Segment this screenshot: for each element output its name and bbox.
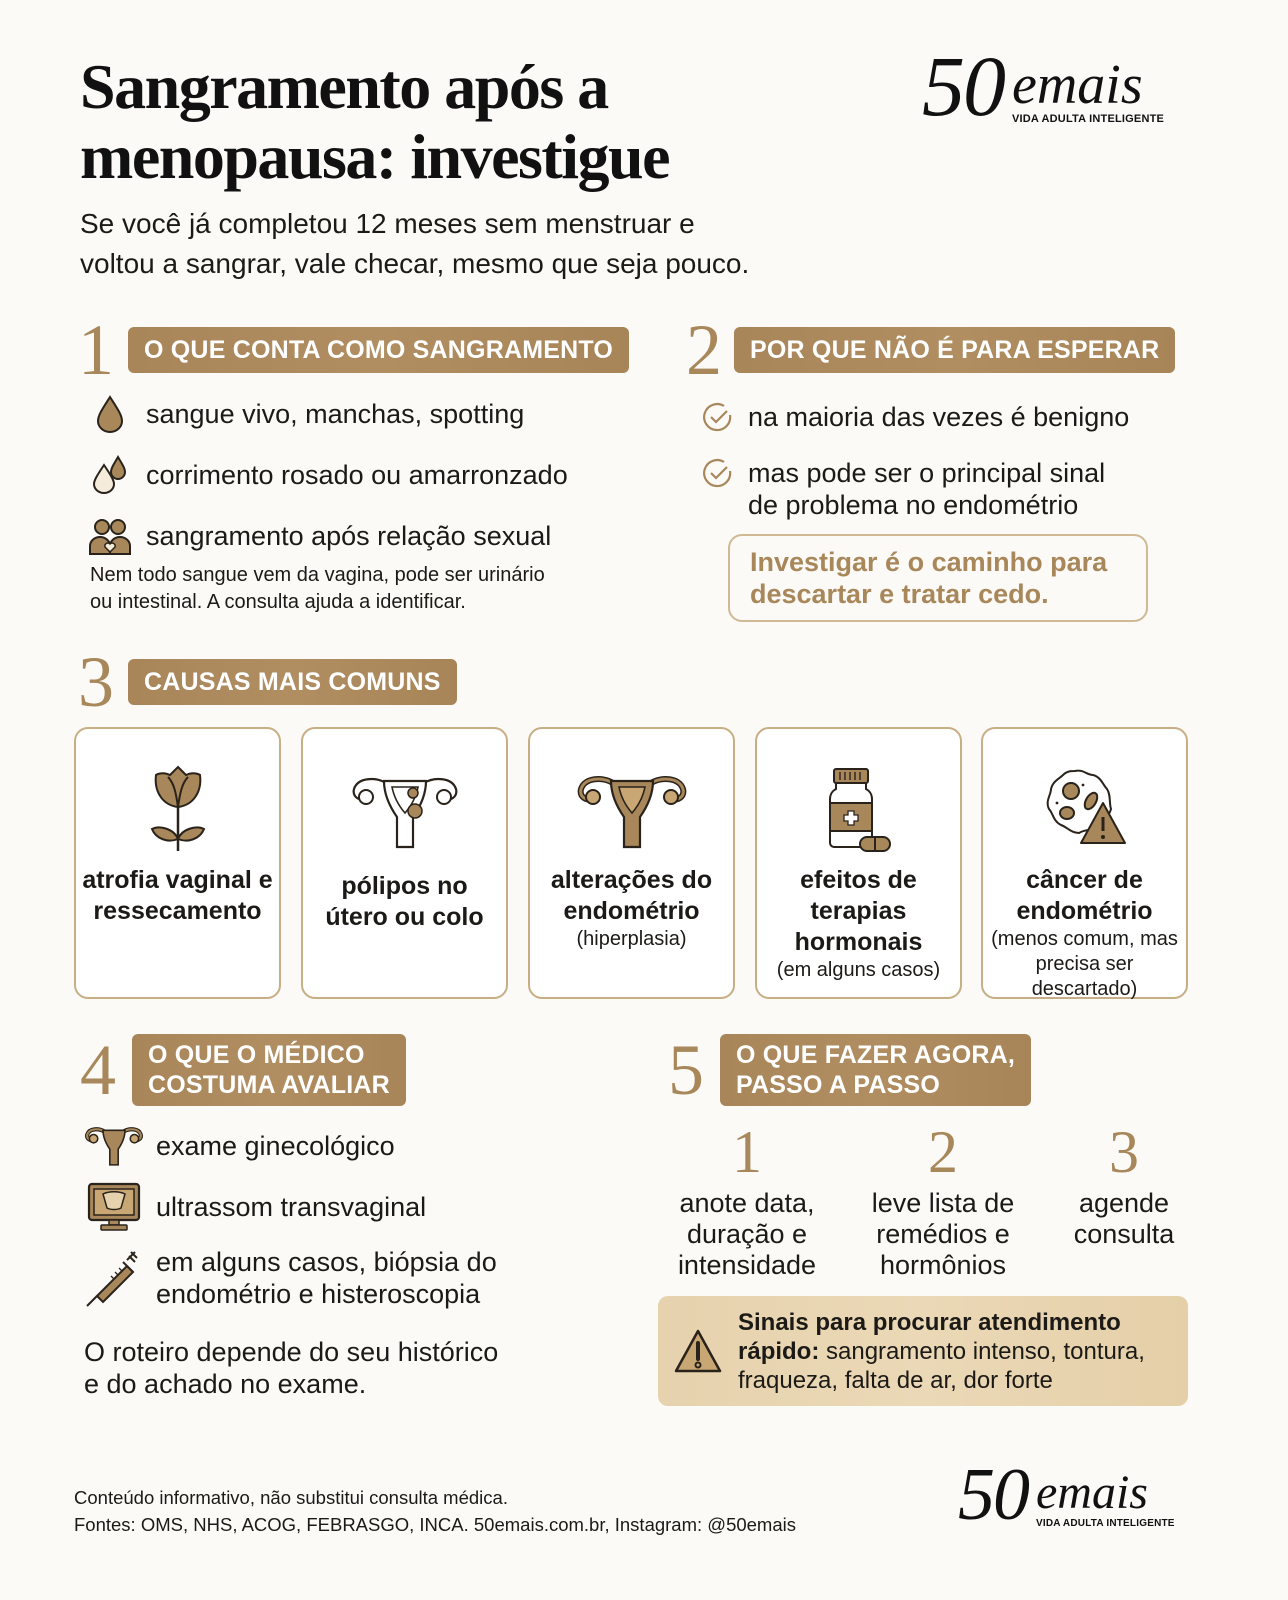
tulip-icon	[76, 743, 279, 853]
alert-bold-text: Sinais para procurar atendimento rápido:	[738, 1308, 1121, 1365]
item-text: endométrio e histeroscopia	[156, 1279, 481, 1309]
card-title: câncer de endométrio	[1016, 866, 1153, 925]
step-3	[1044, 1119, 1204, 1250]
list-item	[700, 397, 1129, 437]
logo-brand: emais	[1012, 54, 1143, 116]
urgent-signs-alert	[658, 1296, 1188, 1406]
card-title: atrofia vaginal e ressecamento	[82, 866, 273, 925]
card-title: alterações do endométrio	[550, 866, 713, 925]
highlight-line: descartar e tratar cedo.	[750, 579, 1049, 609]
item-text: corrimento rosado ou amarronzado	[146, 460, 568, 490]
cause-card	[74, 727, 281, 999]
step-number: 3	[1109, 1119, 1139, 1185]
section-number: 2	[686, 310, 722, 390]
cause-card	[528, 727, 735, 999]
logo-tagline: VIDA ADULTA INTELIGENTE	[1036, 1518, 1175, 1529]
subtitle-line-2: voltou a sangrar, vale checar, mesmo que seja pouco.	[80, 248, 750, 279]
note-line: ou intestinal. A consulta ajuda a identificar.	[90, 591, 466, 613]
cause-card	[755, 727, 962, 999]
section-2-list	[700, 397, 1129, 521]
card-subtitle: (menos comum, mas precisa ser descartado)	[991, 928, 1178, 1000]
item-text: na maioria das vezes é benigno	[748, 402, 1130, 432]
double-drop-icon	[88, 455, 132, 495]
card-subtitle: (em alguns casos)	[776, 959, 941, 981]
note-line: O roteiro depende do seu histórico	[84, 1337, 499, 1367]
alert-body-text: sangramento intenso, tontura, fraqueza, falta de ar, dor forte	[738, 1337, 1145, 1394]
check-circle-icon	[700, 457, 736, 489]
badge-line: O QUE FAZER AGORA,	[736, 1041, 1016, 1069]
section-number: 5	[668, 1030, 704, 1110]
badge-line: COSTUMA AVALIAR	[148, 1071, 390, 1099]
highlight-box	[728, 534, 1148, 622]
brand-logo-footer	[958, 1454, 1175, 1536]
item-text: em alguns casos, biópsia do	[156, 1247, 497, 1277]
step-1	[652, 1119, 842, 1281]
uterus-polyps-icon	[303, 743, 506, 853]
ultrasound-monitor-icon	[84, 1182, 144, 1232]
section-1-note	[90, 562, 545, 616]
pill-bottle-icon	[757, 743, 960, 853]
syringe-icon	[84, 1246, 144, 1308]
subtitle-line-1: Se você já completou 12 meses sem menstruar e	[80, 208, 695, 239]
item-text: exame ginecológico	[156, 1131, 395, 1161]
section-3-header	[78, 642, 457, 722]
item-text: sangramento após relação sexual	[146, 521, 552, 551]
title-line-1: Sangramento após a	[80, 51, 608, 122]
section-4-list	[84, 1124, 497, 1310]
badge-line: O QUE O MÉDICO	[148, 1041, 365, 1069]
list-item	[88, 394, 568, 434]
step-text: agende consulta	[1073, 1188, 1175, 1249]
page-title	[80, 52, 900, 192]
logo-brand: emais	[1036, 1466, 1148, 1519]
note-line: e do achado no exame.	[84, 1369, 367, 1399]
item-text: de problema no endométrio	[748, 490, 1079, 520]
section-1-list	[88, 394, 568, 556]
uterus-icon	[530, 743, 733, 853]
step-2	[848, 1119, 1038, 1281]
list-item	[84, 1182, 497, 1232]
step-number: 2	[928, 1119, 958, 1185]
warning-triangle-icon	[658, 1328, 738, 1374]
card-title: efeitos de terapias hormonais	[794, 866, 923, 956]
section-badge	[132, 1034, 406, 1106]
blood-drop-icon	[88, 394, 132, 434]
list-item	[84, 1124, 497, 1168]
item-text: mas pode ser o principal sinal	[748, 458, 1106, 488]
cell-warning-icon	[983, 743, 1186, 853]
section-number: 3	[78, 642, 114, 722]
section-badge: CAUSAS MAIS COMUNS	[128, 659, 457, 705]
section-4-header	[80, 1030, 406, 1110]
card-subtitle: (hiperplasia)	[576, 928, 687, 950]
item-text: ultrassom transvaginal	[156, 1192, 427, 1222]
section-number: 4	[80, 1030, 116, 1110]
section-badge	[720, 1034, 1031, 1106]
footer-sources: Fontes: OMS, NHS, ACOG, FEBRASGO, INCA. 50emais.com.br, Instagram: @50emais	[74, 1514, 796, 1535]
logo-number: 50	[958, 1454, 1028, 1536]
uterus-icon	[84, 1124, 144, 1168]
couple-icon	[88, 516, 132, 556]
highlight-line: Investigar é o caminho para	[750, 547, 1108, 577]
section-4-note	[84, 1336, 498, 1400]
brand-logo	[922, 38, 1165, 134]
step-text: leve lista de remédios e hormônios	[871, 1188, 1015, 1280]
section-5-header	[668, 1030, 1031, 1110]
alert-text	[738, 1308, 1188, 1395]
check-circle-icon	[700, 397, 736, 437]
logo-tagline: VIDA ADULTA INTELIGENTE	[1012, 113, 1165, 125]
footer	[74, 1484, 934, 1538]
list-item	[84, 1246, 497, 1310]
list-item	[700, 457, 1129, 521]
page-subtitle	[80, 204, 910, 284]
note-line: Nem todo sangue vem da vagina, pode ser urinário	[90, 564, 545, 586]
card-title: pólipos no útero ou colo	[325, 872, 484, 931]
badge-line: PASSO A PASSO	[736, 1071, 941, 1099]
footer-disclaimer: Conteúdo informativo, não substitui consulta médica.	[74, 1487, 508, 1508]
item-text: sangue vivo, manchas, spotting	[146, 399, 525, 429]
section-badge: O QUE CONTA COMO SANGRAMENTO	[128, 327, 629, 373]
cause-card	[981, 727, 1188, 999]
cause-card	[301, 727, 508, 999]
step-text: anote data, duração e intensidade	[677, 1188, 817, 1280]
list-item	[88, 455, 568, 495]
section-badge: POR QUE NÃO É PARA ESPERAR	[734, 327, 1175, 373]
step-number: 1	[732, 1119, 762, 1185]
logo-number: 50	[922, 38, 1004, 134]
section-number: 1	[78, 310, 114, 390]
section-1-header	[78, 310, 629, 390]
section-2-header	[686, 310, 1175, 390]
list-item	[88, 516, 568, 556]
title-line-2: menopausa: investigue	[80, 121, 669, 192]
